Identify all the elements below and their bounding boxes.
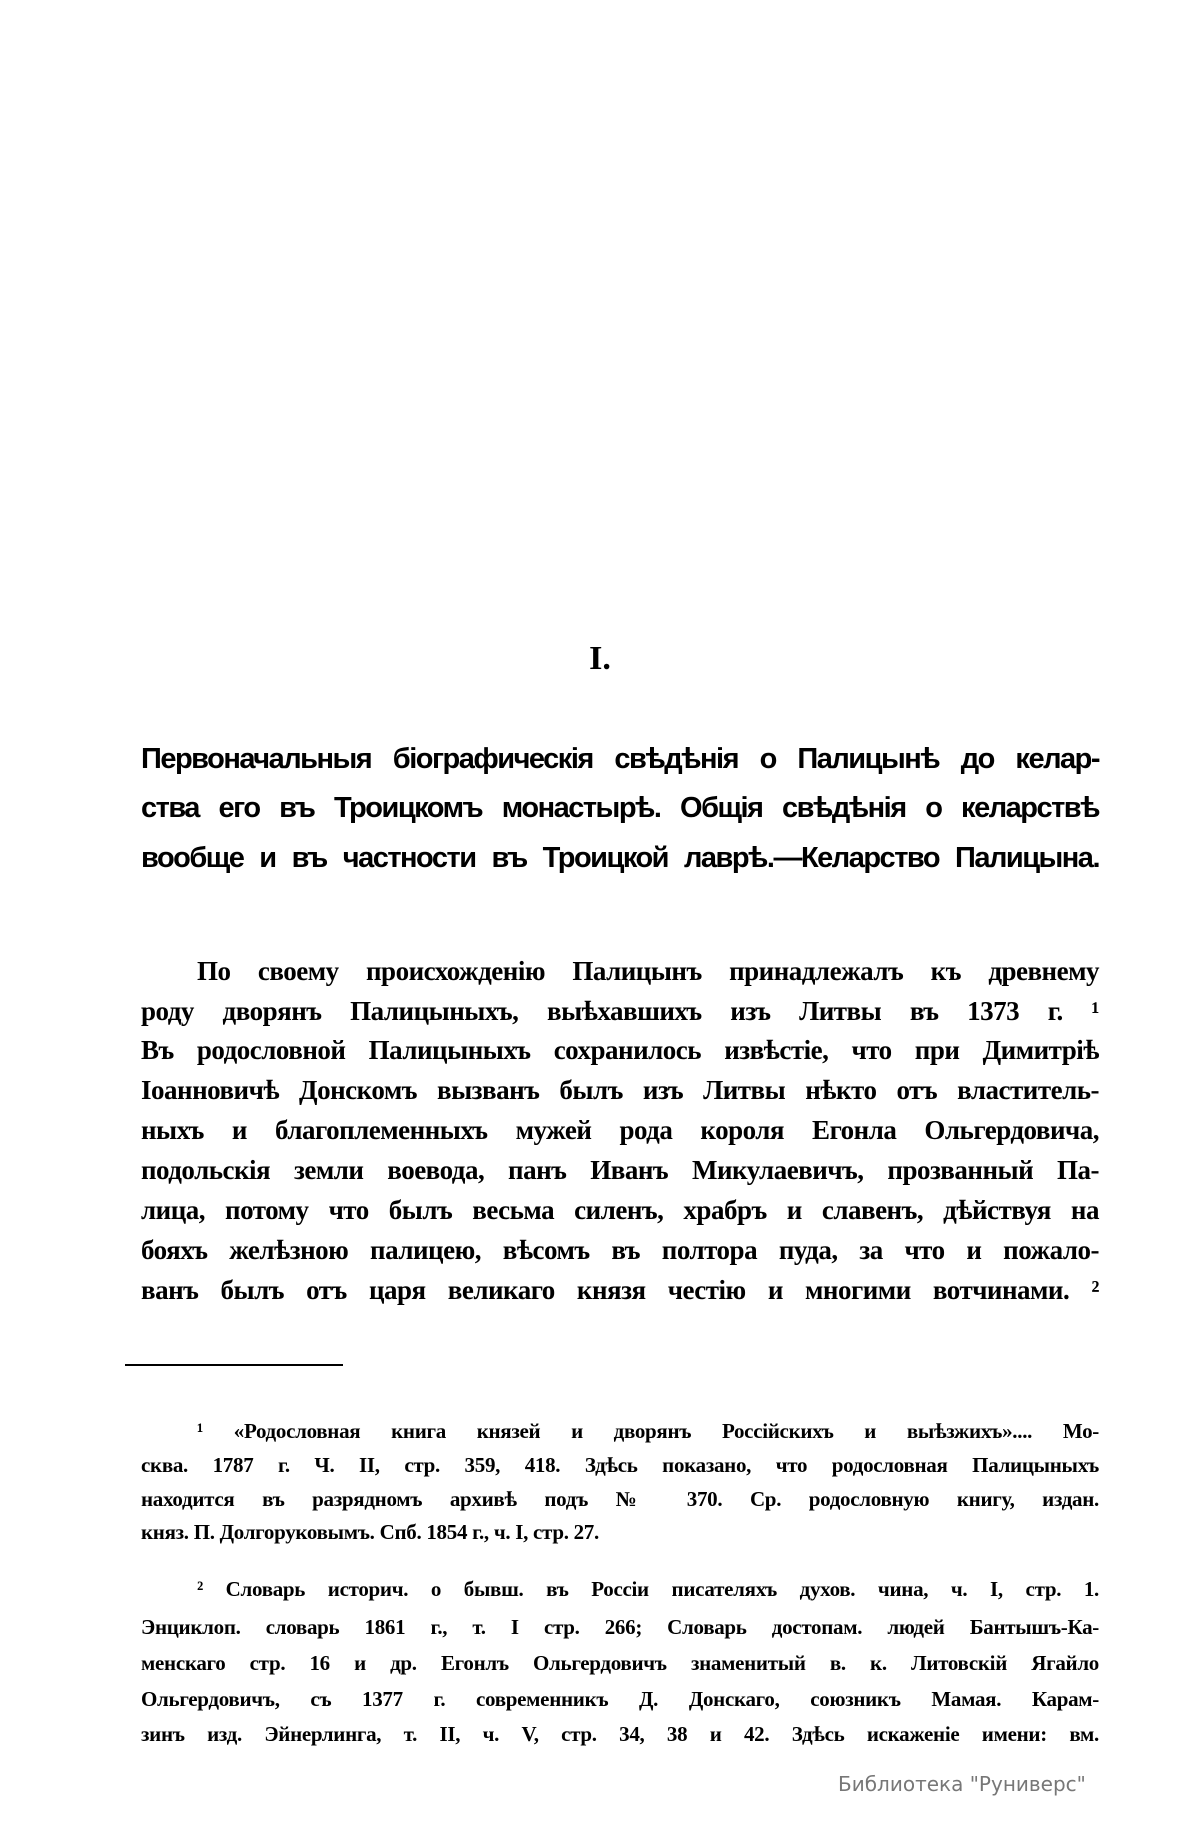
chapter-number: I. (589, 640, 611, 677)
body-line: бояхъ желѣзною палицею, вѣсомъ въ полтора пуда, за что и пожало- (141, 1235, 1099, 1265)
title-line: ства его въ Троицкомъ монастырѣ. Общія свѣдѣнія о келарствѣ (141, 792, 1099, 824)
title-line: вообще и въ частности въ Троицкой лаврѣ.—Келарство Палицына. (141, 842, 1099, 874)
body-line: подольскія земли воевода, панъ Иванъ Микулаевичъ, прозванный Па- (141, 1155, 1099, 1185)
body-line: ныхъ и благоплеменныхъ мужей рода короля Егонла Ольгердовича, (141, 1115, 1099, 1145)
footnote-separator (125, 1364, 343, 1366)
title-line: Первоначальныя біографическія свѣдѣнія о Палицынѣ до келар- (141, 743, 1099, 775)
footnote-line: Энциклоп. словарь 1861 г., т. I стр. 266; Словарь достопам. людей Бантышъ-Ка- (141, 1615, 1099, 1639)
footnote-line: находится въ разрядномъ архивѣ подъ № 370. Ср. родословную книгу, издан. (141, 1487, 1099, 1511)
body-line: Въ родословной Палицыныхъ сохранилось извѣстіе, что при Димитріѣ (141, 1035, 1099, 1065)
footnote-line: Ольгердовичъ, съ 1377 г. современникъ Д. Донскаго, союзникъ Мамая. Карам- (141, 1687, 1099, 1711)
body-line: ванъ былъ отъ царя великаго князя честію и многими вотчинами. ² (141, 1275, 1099, 1305)
footnote-line: ² Словарь историч. о бывш. въ Россіи писателяхъ духов. чина, ч. I, стр. 1. (197, 1577, 1099, 1601)
footnote-line: сква. 1787 г. Ч. II, стр. 359, 418. Здѣсь показано, что родословная Палицыныхъ (141, 1453, 1099, 1477)
footnote-line: менскаго стр. 16 и др. Егонлъ Ольгердовичъ знаменитый в. к. Литовскій Ягайло (141, 1651, 1099, 1675)
body-line: лица, потому что былъ весьма силенъ, храбръ и славенъ, дѣйствуя на (141, 1195, 1099, 1225)
library-watermark: Библиотека "Руниверс" (838, 1772, 1086, 1796)
body-line: По своему происхожденію Палицынъ принадлежалъ къ древнему (197, 956, 1099, 986)
footnote-line: зинъ изд. Эйнерлинга, т. II, ч. V, стр. 34, 38 и 42. Здѣсь искаженіе имени: вм. (141, 1722, 1099, 1746)
body-line: роду дворянъ Палицыныхъ, выѣхавшихъ изъ Литвы въ 1373 г. ¹ (141, 996, 1099, 1026)
body-line: Іоанновичѣ Донскомъ вызванъ былъ изъ Литвы нѣкто отъ властитель- (141, 1075, 1099, 1105)
footnote-line: княз. П. Долгоруковымъ. Спб. 1854 г., ч. I, стр. 27. (141, 1520, 599, 1544)
footnote-line: ¹ «Родословная книга князей и дворянъ Россійскихъ и выѣзжихъ».... Мо- (197, 1419, 1099, 1443)
